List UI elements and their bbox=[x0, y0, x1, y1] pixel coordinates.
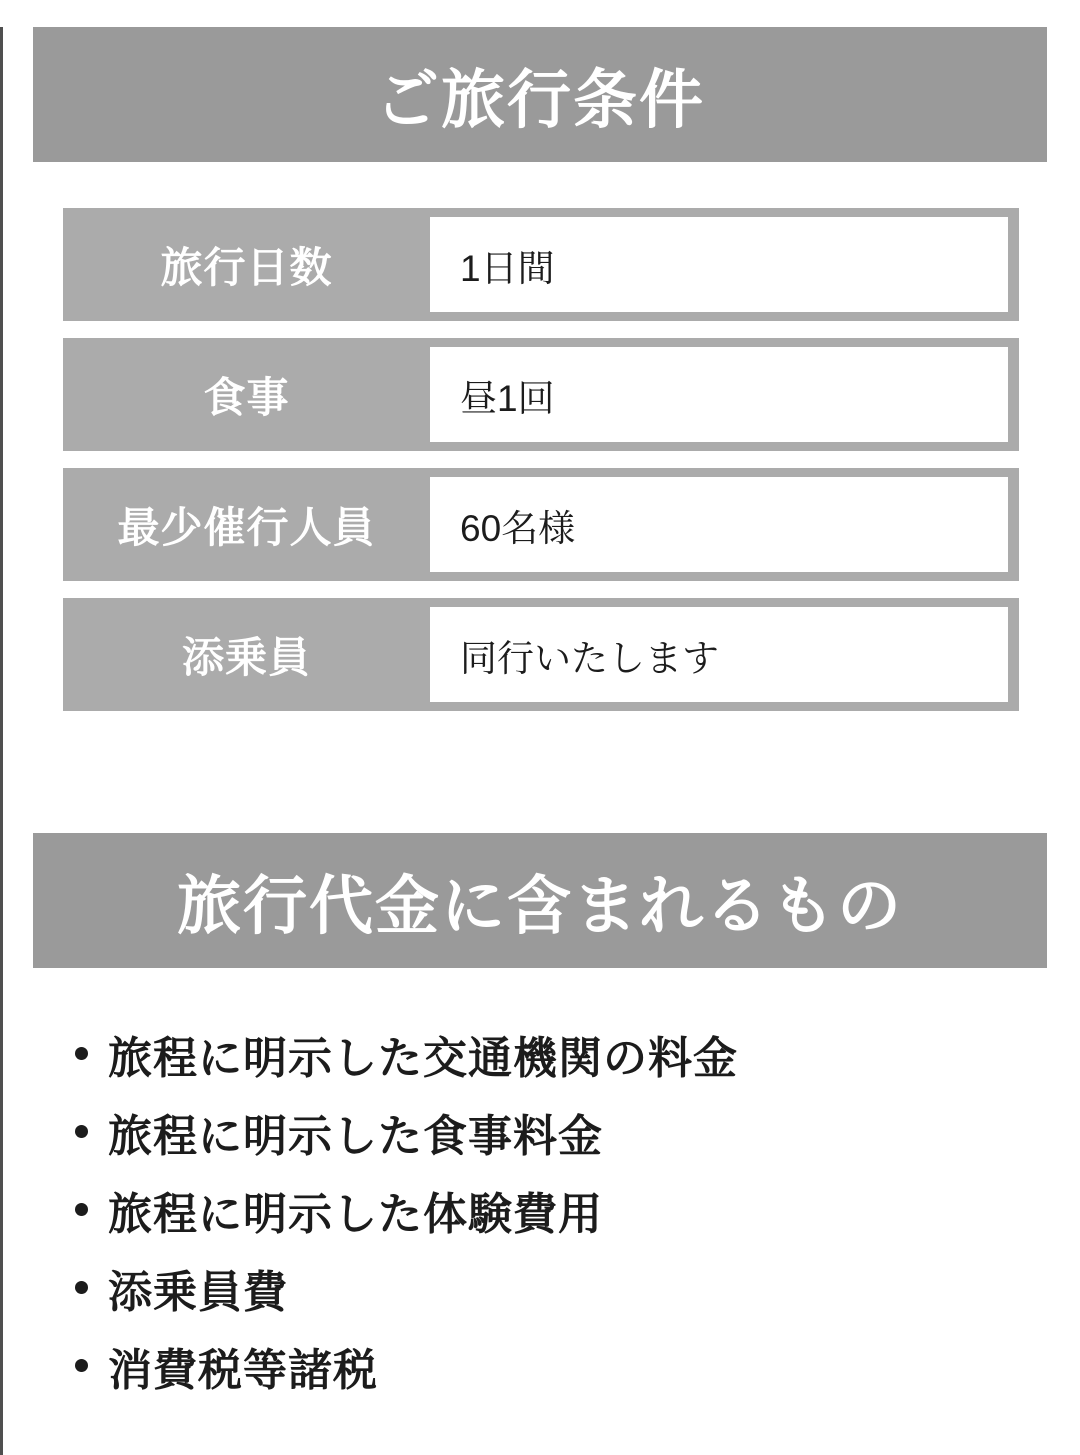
travel-conditions-page bbox=[0, 27, 1080, 1455]
list-item-text: 消費税等諸税 bbox=[108, 1345, 378, 1395]
list-item-experience-fees bbox=[75, 1186, 1040, 1239]
list-item-meal-fees bbox=[75, 1108, 1040, 1161]
table-row-tour-conductor bbox=[63, 598, 1019, 711]
section-title-travel-conditions: ご旅行条件 bbox=[375, 63, 705, 136]
row-label-min-participants: 最少催行人員 bbox=[117, 503, 376, 551]
row-label-trip-days: 旅行日数 bbox=[160, 243, 333, 291]
bullet-icon bbox=[75, 1203, 88, 1216]
list-item-taxes bbox=[75, 1342, 1040, 1395]
row-value-meals: 昼1回 bbox=[430, 347, 1008, 442]
bullet-icon bbox=[75, 1359, 88, 1372]
list-item-text: 旅程に明示した体験費用 bbox=[108, 1189, 603, 1239]
row-value-tour-conductor: 同行いたします bbox=[430, 607, 1008, 702]
row-label-tour-conductor: 添乗員 bbox=[181, 633, 311, 681]
section-header-travel-conditions bbox=[33, 27, 1047, 162]
bullet-icon bbox=[75, 1125, 88, 1138]
list-item-conductor-fee bbox=[75, 1264, 1040, 1317]
table-row-trip-days bbox=[63, 208, 1019, 321]
bullet-icon bbox=[75, 1047, 88, 1060]
bullet-icon bbox=[75, 1281, 88, 1294]
list-item-text: 添乗員費 bbox=[108, 1267, 288, 1317]
table-row-min-participants bbox=[63, 468, 1019, 581]
table-row-meals bbox=[63, 338, 1019, 451]
section-header-included-in-price bbox=[33, 833, 1047, 968]
included-items-list bbox=[75, 1030, 1040, 1395]
conditions-table bbox=[63, 208, 1019, 711]
list-item-text: 旅程に明示した食事料金 bbox=[108, 1111, 603, 1161]
list-item-text: 旅程に明示した交通機関の料金 bbox=[108, 1033, 738, 1083]
section-title-included-in-price: 旅行代金に含まれるもの bbox=[177, 869, 903, 942]
row-label-meals: 食事 bbox=[203, 373, 290, 421]
row-value-trip-days: 1日間 bbox=[430, 217, 1008, 312]
row-value-min-participants: 60名様 bbox=[430, 477, 1008, 572]
list-item-transport-fees bbox=[75, 1030, 1040, 1083]
